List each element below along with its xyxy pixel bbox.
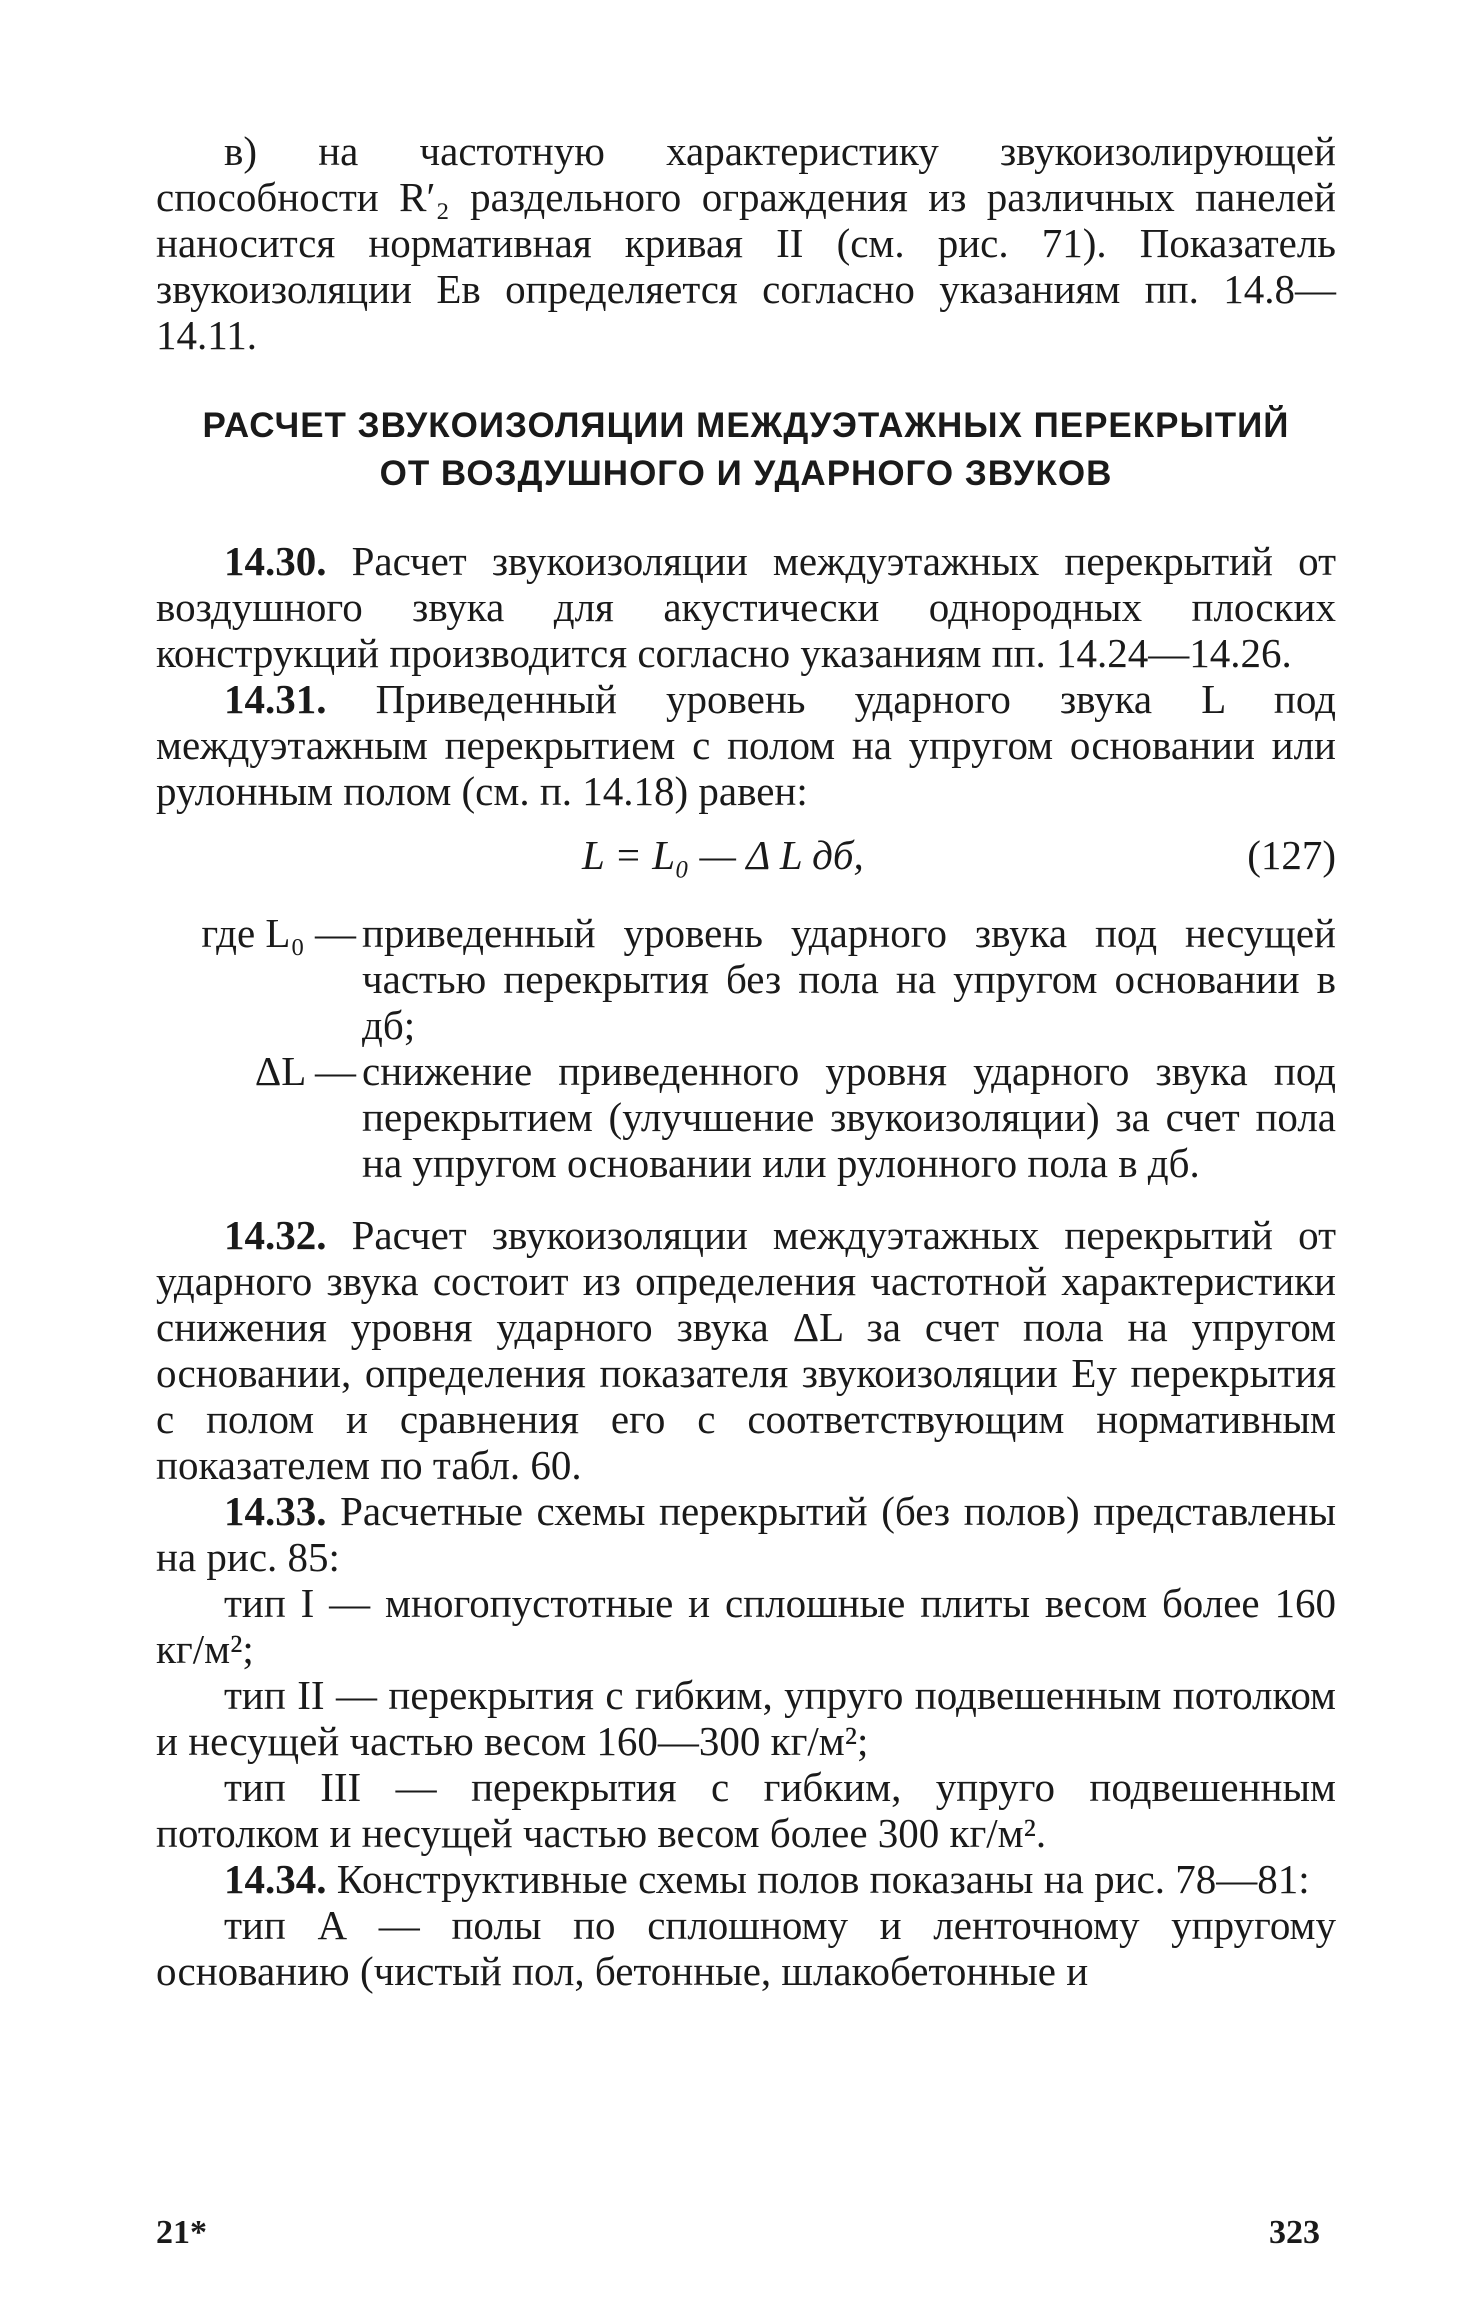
definition-text: снижение приведенного уровня ударного звука под перекрытием (улучшение звукоизоляции) за счет пола на упругом основании или рулонного пола в дб. <box>362 1048 1336 1186</box>
paragraph-text: Расчетные схемы перекрытий (без полов) представлены на рис. 85: <box>156 1488 1336 1580</box>
floor-schemes-list <box>156 1902 1336 1994</box>
list-item: тип II — перекрытия с гибким, упруго подвешенным потолком и несущей частью весом 160—300 кг/м²; <box>156 1672 1336 1764</box>
signature-mark: 21* <box>156 2214 207 2251</box>
page-body <box>156 128 1336 1994</box>
definition-item <box>156 1048 1336 1186</box>
paragraph-number: 14.31. <box>224 676 327 722</box>
paragraph-number: 14.32. <box>224 1212 327 1258</box>
section-heading-line-2: ОТ ВОЗДУШНОГО И УДАРНОГО ЗВУКОВ <box>379 454 1113 493</box>
paragraph-14-34 <box>156 1856 1336 1902</box>
list-item: тип I — многопустотные и сплошные плиты весом более 160 кг/м²; <box>156 1580 1336 1672</box>
paragraph-text: Конструктивные схемы полов показаны на рис. 78—81: <box>326 1856 1310 1902</box>
floor-types-list <box>156 1580 1336 1856</box>
paragraph-number: 14.30. <box>224 538 327 584</box>
definition-symbol: где L₀ — <box>201 910 356 956</box>
paragraph-number: 14.34. <box>224 1856 327 1902</box>
section-heading-line-1: РАСЧЕТ ЗВУКОИЗОЛЯЦИИ МЕЖДУЭТАЖНЫХ ПЕРЕКРЫТИЙ <box>202 406 1290 445</box>
definition-text: приведенный уровень ударного звука под несущей частью перекрытия без пола на упругом основании в дб; <box>362 910 1336 1048</box>
list-item: тип А — полы по сплошному и ленточному упругому основанию (чистый пол, бетонные, шлакобетонные и <box>156 1902 1336 1994</box>
section-heading <box>156 402 1336 498</box>
paragraph-text: Расчет звукоизоляции междуэтажных перекрытий от воздушного звука для акустически однородных плоских конструкций производится согласно указаниям пп. 14.24—14.26. <box>156 538 1336 676</box>
paragraph-14-32 <box>156 1212 1336 1488</box>
formula-127 <box>156 824 1336 888</box>
paragraph-14-31 <box>156 676 1336 814</box>
formula-expression: L = L₀ — Δ L дб, <box>582 832 864 878</box>
paragraph-14-33 <box>156 1488 1336 1580</box>
definition-symbol: ΔL — <box>254 1048 356 1094</box>
definitions-list <box>156 910 1336 1186</box>
formula-number: (127) <box>1247 832 1336 878</box>
paragraph-text: Приведенный уровень ударного звука L под междуэтажным перекрытием с полом на упругом основании или рулонным полом (см. п. 14.18) равен: <box>156 676 1336 814</box>
paragraph-number: 14.33. <box>224 1488 327 1534</box>
list-item: тип III — перекрытия с гибким, упруго подвешенным потолком и несущей частью весом более 300 кг/м². <box>156 1764 1336 1856</box>
paragraph-14-30 <box>156 538 1336 676</box>
definition-item <box>156 910 1336 1048</box>
intro-paragraph: в) на частотную характеристику звукоизолирующей способности R′₂ раздельного ограждения из различных панелей наносится нормативная кривая II (см. рис. 71). Показатель звукоизоляции Eв определяется согласно указаниям пп. 14.8—14.11. <box>156 128 1336 358</box>
page-number: 323 <box>1269 2214 1320 2251</box>
paragraph-text: Расчет звукоизоляции междуэтажных перекрытий от ударного звука состоит из определения частотной характеристики снижения уровня ударного звука ΔL за счет пола на упругом основании, определения показателя звукоизоляции Eу перекрытия с полом и сравнения его с соответствующим нормативным показателем по табл. 60. <box>156 1212 1336 1488</box>
